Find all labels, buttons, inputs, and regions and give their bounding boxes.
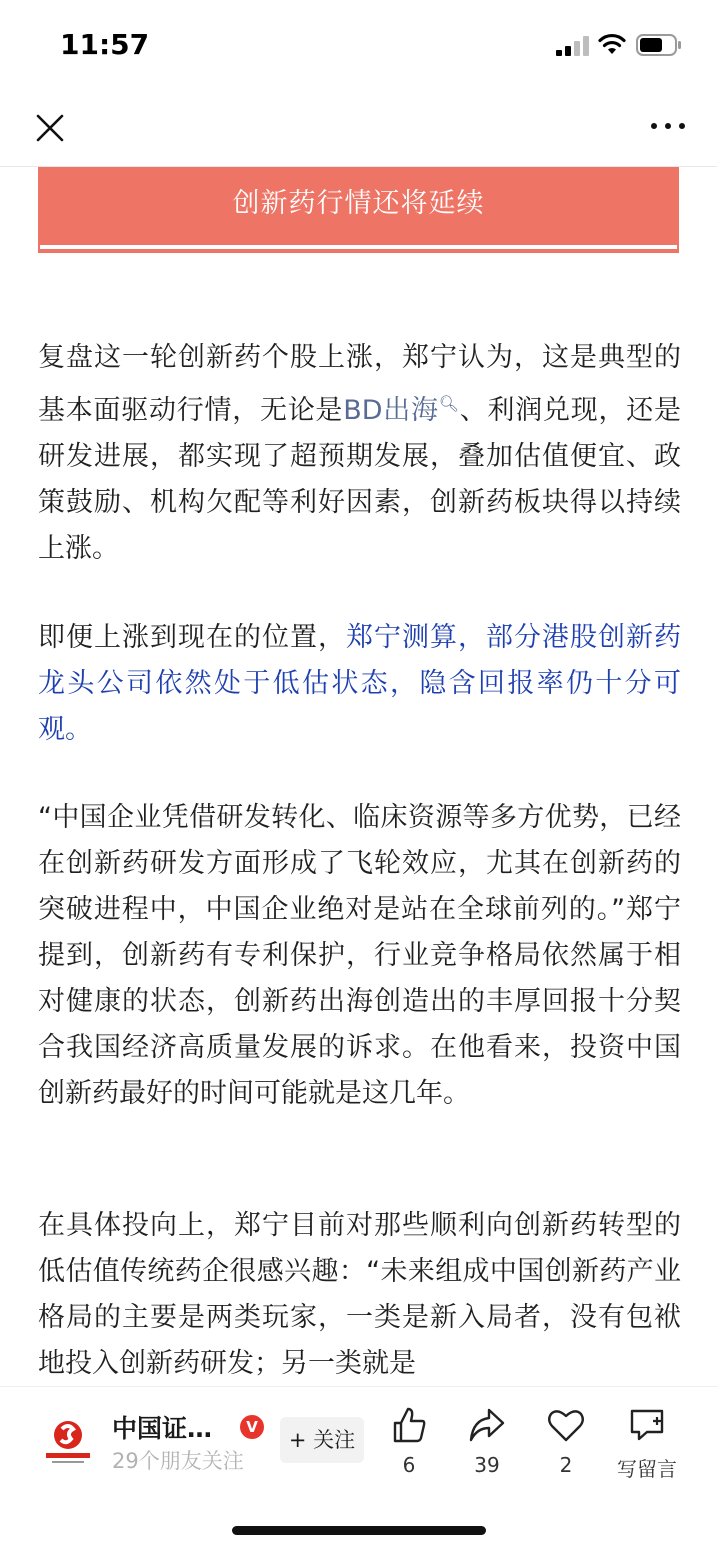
paragraph-text: 、利润兑现，还是研发进展，都实现了超预期发展，叠加估值便宜、政策鼓励、机构欠配等利好因素，创新药板块得以持续上涨。 [38, 395, 682, 564]
article-paragraph-4: 在具体投向上，郑宁目前对那些顺利向创新药转型的低估值传统药企很感兴趣：“未来组成中国创新药产业格局的主要是两类玩家，一类是新入局者，没有包袱地投入创新药研发；另一类就是 [38, 1210, 681, 1379]
comment-button[interactable] [608, 1405, 686, 1482]
battery-icon [636, 34, 682, 56]
share-icon [467, 1405, 507, 1445]
account-name[interactable]: 中国证… [112, 1414, 213, 1443]
paragraph-text: 复盘这一轮创新药个股上涨，郑宁认为，这是典型的基本面驱动行情，无论是 [38, 342, 681, 426]
wow-count: 2 [559, 1453, 573, 1477]
thumbs-up-icon [389, 1405, 429, 1445]
heart-icon [546, 1405, 586, 1445]
follow-button[interactable]: + 关注 [280, 1417, 364, 1463]
verified-badge: V [240, 1415, 264, 1439]
cellular-signal-icon [556, 36, 590, 56]
section-banner [38, 167, 679, 245]
account-avatar[interactable] [40, 1413, 96, 1469]
highlighted-text: 郑宁测算，部分港股创新药龙头公司依然处于低估状态，隐含回报率仍十分可观。 [38, 622, 681, 745]
article-paragraph-2 [38, 615, 681, 753]
search-icon[interactable]: 🔍︎ [438, 394, 460, 413]
share-button[interactable] [452, 1405, 522, 1477]
friends-follow-count: 29个朋友关注 [112, 1449, 244, 1473]
status-time: 11:57 [60, 28, 150, 61]
article-paragraph-3: “中国企业凭借研发转化、临床资源等多方优势，已经在创新药研发方面形成了飞轮效应，尤其在创新药的突破进程中，中国企业绝对是站在全球前列的。”郑宁提到，创新药有专利保护，行业竞争格局依然属于相对健康的状态，创新药出海创造出的丰厚回报十分契合我国经济高质量发展的诉求。在他看来，投资中国创新药最好的时间可能就是这几年。 [38, 802, 681, 1109]
nav-bar [0, 90, 717, 167]
close-icon[interactable] [34, 112, 66, 144]
like-button[interactable] [374, 1405, 444, 1477]
wifi-icon [597, 33, 627, 55]
wow-button[interactable] [531, 1405, 601, 1477]
article-paragraph-1 [38, 335, 681, 572]
paragraph-text: 即便上涨到现在的位置， [38, 622, 346, 653]
section-banner-title: 创新药行情还将延续 [232, 188, 485, 219]
comment-icon [627, 1405, 667, 1445]
comment-label: 写留言 [617, 1457, 677, 1481]
status-bar [0, 0, 717, 90]
bd-search-link[interactable]: BD出海 [343, 395, 439, 426]
like-count: 6 [402, 1453, 416, 1477]
share-count: 39 [474, 1453, 500, 1477]
home-indicator[interactable] [232, 1526, 486, 1535]
more-icon[interactable] [648, 118, 688, 134]
